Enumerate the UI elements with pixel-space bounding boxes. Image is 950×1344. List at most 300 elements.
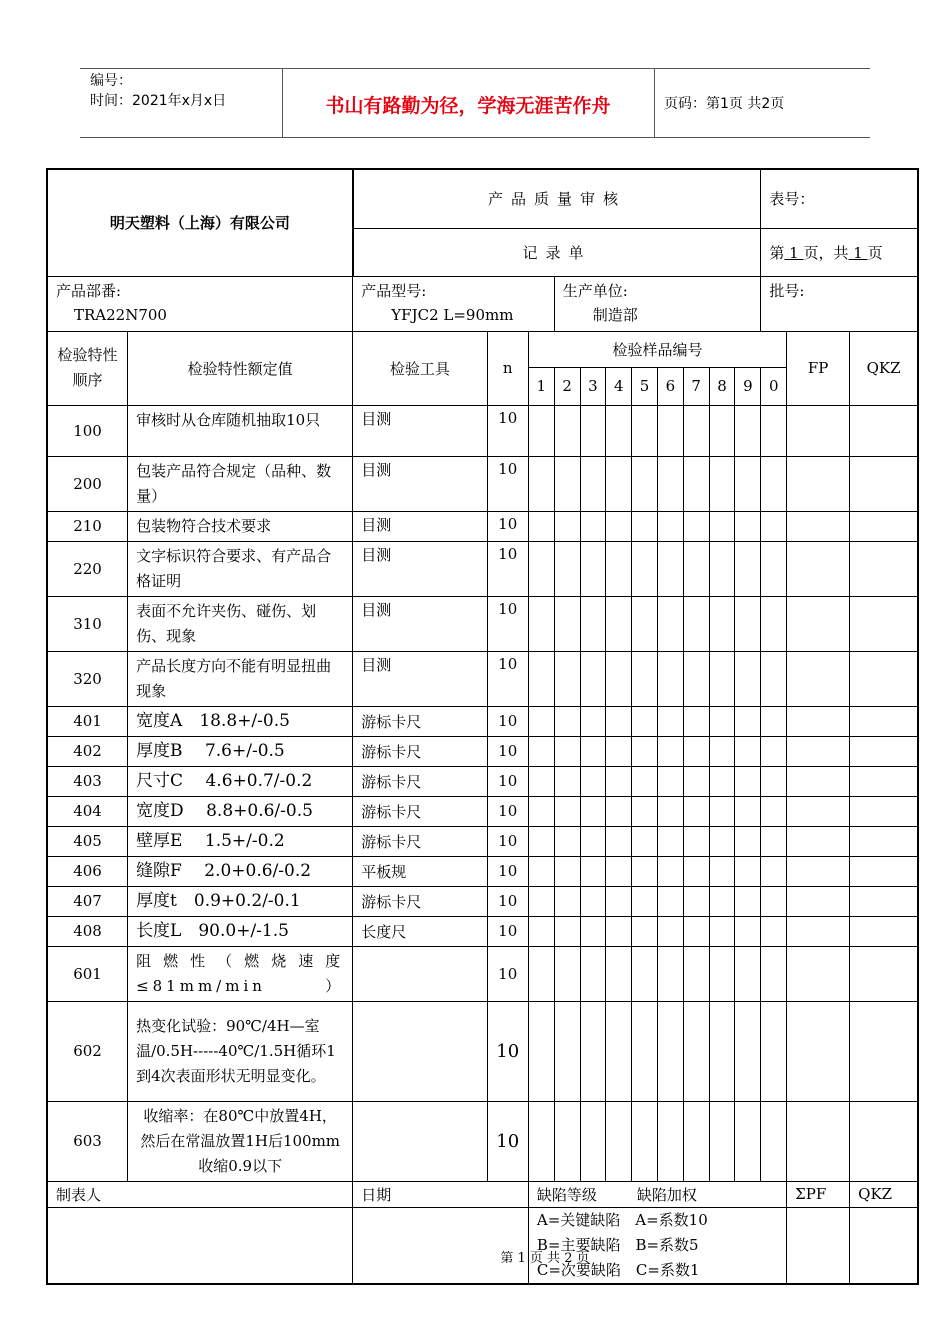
sample-cell: [632, 1101, 658, 1181]
table-row: [47, 796, 918, 826]
qkz-cell: [850, 511, 918, 541]
sample-cell: [606, 946, 632, 1001]
form-title-2: 记录单: [353, 228, 761, 276]
sample-cell: [580, 541, 606, 596]
sample-cell: [580, 946, 606, 1001]
sample-cell: [709, 916, 735, 946]
page-num: 1: [789, 243, 799, 262]
sample-cell: [580, 456, 606, 511]
sum-pf-value: [787, 1207, 850, 1284]
sample-cell: [657, 706, 683, 736]
row-seq: 406: [47, 856, 128, 886]
row-spec: 宽度D 8.8+0.6/-0.5: [128, 796, 353, 826]
row-spec: 热变化试验：90℃/4H—室温/0.5H-----40℃/1.5H循环1到4次表面形状无明显变化。: [128, 1001, 353, 1101]
sample-cell: [528, 511, 554, 541]
sample-cell: [709, 886, 735, 916]
sample-number-header: 4: [606, 367, 632, 405]
sample-cell: [580, 405, 606, 456]
sample-cell: [709, 826, 735, 856]
sample-cell: [657, 511, 683, 541]
sample-number-header: 8: [709, 367, 735, 405]
sample-cell: [632, 856, 658, 886]
col-fp-header: FP: [787, 331, 850, 405]
row-spec: 壁厚E 1.5+/-0.2: [128, 826, 353, 856]
row-n: 10: [487, 1001, 528, 1101]
row-spec: 宽度A 18.8+/-0.5: [128, 706, 353, 736]
sample-cell: [580, 886, 606, 916]
row-seq: 404: [47, 796, 128, 826]
page-mid: 页，共: [803, 243, 849, 262]
sample-cell: [761, 1001, 787, 1101]
code-label: 编号：: [90, 73, 132, 89]
sample-number-header: 7: [683, 367, 709, 405]
sample-cell: [606, 651, 632, 706]
sample-cell: [606, 596, 632, 651]
table-row: [47, 946, 918, 1001]
sample-cell: [657, 1001, 683, 1101]
sample-cell: [554, 946, 580, 1001]
sample-cell: [683, 766, 709, 796]
sample-cell: [528, 736, 554, 766]
sample-cell: [683, 946, 709, 1001]
model-label: 产品型号:: [361, 281, 427, 300]
sample-cell: [735, 596, 761, 651]
row-seq: 100: [47, 405, 128, 456]
fp-cell: [787, 826, 850, 856]
sample-cell: [683, 796, 709, 826]
table-row: [47, 706, 918, 736]
sample-cell: [761, 916, 787, 946]
sample-cell: [632, 405, 658, 456]
sample-cell: [735, 1001, 761, 1101]
col-samples-header: 检验样品编号: [528, 331, 786, 367]
row-spec: 产品长度方向不能有明显扭曲现象: [128, 651, 353, 706]
sample-cell: [554, 796, 580, 826]
sample-cell: [761, 596, 787, 651]
maker-value: [47, 1207, 353, 1284]
sample-cell: [554, 916, 580, 946]
col-seq-header: 检验特性顺序: [47, 331, 128, 405]
model-value: YFJC2 L=90mm: [391, 305, 514, 324]
sample-cell: [709, 1101, 735, 1181]
sample-number-header: 0: [761, 367, 787, 405]
col-n-header: n: [487, 331, 528, 405]
fp-cell: [787, 736, 850, 766]
defect-weight-label: 缺陷加权: [636, 1185, 697, 1204]
sample-cell: [761, 736, 787, 766]
sample-cell: [683, 651, 709, 706]
fp-cell: [787, 796, 850, 826]
sample-cell: [761, 946, 787, 1001]
sample-cell: [735, 651, 761, 706]
fp-cell: [787, 456, 850, 511]
date-label: 日期: [353, 1181, 529, 1207]
sample-cell: [761, 766, 787, 796]
sample-cell: [632, 916, 658, 946]
sample-cell: [528, 1101, 554, 1181]
qkz-cell: [850, 826, 918, 856]
row-spec: 包装产品符合规定（品种、数量）: [128, 456, 353, 511]
part-number-label: 产品部番:: [56, 281, 122, 300]
part-number-cell: [47, 276, 353, 331]
sample-cell: [554, 1101, 580, 1181]
sample-cell: [683, 596, 709, 651]
row-tool: 目测: [353, 651, 487, 706]
sample-cell: [606, 916, 632, 946]
sample-cell: [683, 826, 709, 856]
model-cell: [353, 276, 554, 331]
sample-cell: [528, 456, 554, 511]
row-n: 10: [487, 456, 528, 511]
sample-cell: [632, 946, 658, 1001]
sample-cell: [554, 651, 580, 706]
qkz-cell: [850, 1101, 918, 1181]
qkz-cell: [850, 856, 918, 886]
row-n: 10: [487, 826, 528, 856]
qkz-cell: [850, 766, 918, 796]
sample-cell: [761, 456, 787, 511]
unit-value: 制造部: [592, 305, 638, 324]
row-seq: 405: [47, 826, 128, 856]
sample-cell: [735, 456, 761, 511]
sample-cell: [683, 1101, 709, 1181]
fp-cell: [787, 856, 850, 886]
sample-cell: [580, 1101, 606, 1181]
sample-cell: [606, 706, 632, 736]
row-n: 10: [487, 736, 528, 766]
row-tool: 游标卡尺: [353, 796, 487, 826]
sample-cell: [528, 541, 554, 596]
sample-cell: [606, 405, 632, 456]
sample-cell: [632, 511, 658, 541]
row-tool: 目测: [353, 456, 487, 511]
table-row: [47, 736, 918, 766]
table-row: [47, 651, 918, 706]
col-tool-header: 检验工具: [353, 331, 487, 405]
row-tool: 目测: [353, 541, 487, 596]
sample-number-header: 1: [528, 367, 554, 405]
qkz-cell: [850, 596, 918, 651]
sample-cell: [554, 596, 580, 651]
sample-cell: [528, 651, 554, 706]
sample-cell: [683, 1001, 709, 1101]
row-tool: 游标卡尺: [353, 766, 487, 796]
row-spec: 文字标识符合要求、有产品合格证明: [128, 541, 353, 596]
sample-cell: [735, 946, 761, 1001]
qkz-cell: [850, 736, 918, 766]
date-value: [353, 1207, 529, 1284]
table-row: [47, 1101, 918, 1181]
defect-note: B=主要缺陷 B=系数5: [536, 1235, 699, 1254]
row-seq: 602: [47, 1001, 128, 1101]
sample-cell: [761, 511, 787, 541]
sample-cell: [683, 541, 709, 596]
row-seq: 407: [47, 886, 128, 916]
row-n: 10: [487, 886, 528, 916]
page-header: [80, 68, 870, 138]
sample-cell: [709, 511, 735, 541]
row-seq: 220: [47, 541, 128, 596]
qkz-cell: [850, 706, 918, 736]
row-n: 10: [487, 511, 528, 541]
row-tool: [353, 946, 487, 1001]
bottom-qkz-label: QKZ: [850, 1181, 918, 1207]
row-tool: 平板规: [353, 856, 487, 886]
sample-cell: [657, 736, 683, 766]
qkz-cell: [850, 651, 918, 706]
sample-cell: [554, 736, 580, 766]
sample-cell: [735, 886, 761, 916]
sample-cell: [657, 596, 683, 651]
sample-cell: [735, 736, 761, 766]
row-tool: 游标卡尺: [353, 736, 487, 766]
sample-cell: [657, 651, 683, 706]
row-spec: 尺寸C 4.6+0.7/-0.2: [128, 766, 353, 796]
sample-cell: [606, 826, 632, 856]
defect-level-label: 缺陷等级: [536, 1185, 597, 1204]
sum-pf-label: ΣPF: [787, 1181, 850, 1207]
sample-number-header: 5: [632, 367, 658, 405]
row-n: 10: [487, 916, 528, 946]
row-seq: 403: [47, 766, 128, 796]
sample-cell: [709, 596, 735, 651]
batch-cell: [761, 276, 918, 331]
sample-cell: [580, 1001, 606, 1101]
sample-cell: [657, 946, 683, 1001]
sample-cell: [709, 736, 735, 766]
sample-cell: [632, 796, 658, 826]
sample-cell: [709, 946, 735, 1001]
sample-cell: [580, 856, 606, 886]
row-n: 10: [487, 596, 528, 651]
sample-cell: [606, 856, 632, 886]
sample-cell: [709, 766, 735, 796]
row-tool: 游标卡尺: [353, 706, 487, 736]
table-row: [47, 826, 918, 856]
sample-cell: [761, 651, 787, 706]
sample-cell: [735, 541, 761, 596]
fp-cell: [787, 511, 850, 541]
sample-cell: [761, 856, 787, 886]
sample-cell: [709, 456, 735, 511]
row-seq: 200: [47, 456, 128, 511]
sample-cell: [683, 736, 709, 766]
sample-number-header: 6: [657, 367, 683, 405]
sample-cell: [632, 596, 658, 651]
form-page-info: [761, 228, 918, 276]
sample-cell: [528, 405, 554, 456]
fp-cell: [787, 1101, 850, 1181]
qkz-cell: [850, 886, 918, 916]
row-spec: 表面不允许夹伤、碰伤、划伤、现象: [128, 596, 353, 651]
row-n: 10: [487, 796, 528, 826]
row-tool: 目测: [353, 511, 487, 541]
row-seq: 320: [47, 651, 128, 706]
sample-cell: [528, 826, 554, 856]
defect-header: [528, 1181, 786, 1207]
defect-note: A=关键缺陷 A=系数10: [536, 1210, 708, 1229]
sample-cell: [528, 1001, 554, 1101]
sample-cell: [580, 511, 606, 541]
header-info: [90, 71, 280, 111]
sample-cell: [683, 886, 709, 916]
sample-cell: [657, 456, 683, 511]
sample-cell: [735, 706, 761, 736]
sample-cell: [761, 826, 787, 856]
row-spec: 收缩率：在80℃中放置4H，然后在常温放置1H后100mm收缩0.9以下: [128, 1101, 353, 1181]
sample-cell: [528, 886, 554, 916]
sample-cell: [580, 826, 606, 856]
table-row: [47, 456, 918, 511]
row-n: 10: [487, 766, 528, 796]
sample-cell: [606, 1001, 632, 1101]
sample-cell: [554, 456, 580, 511]
table-row: [47, 596, 918, 651]
sample-cell: [554, 826, 580, 856]
row-spec: 缝隙F 2.0+0.6/-0.2: [128, 856, 353, 886]
sample-cell: [554, 856, 580, 886]
sample-cell: [657, 766, 683, 796]
row-tool: 游标卡尺: [353, 826, 487, 856]
row-spec: 长度L 90.0+/-1.5: [128, 916, 353, 946]
sample-cell: [528, 916, 554, 946]
batch-label: 批号:: [769, 281, 805, 300]
sample-cell: [606, 1101, 632, 1181]
table-row: [47, 511, 918, 541]
sample-cell: [606, 766, 632, 796]
sample-cell: [761, 796, 787, 826]
row-seq: 310: [47, 596, 128, 651]
sample-cell: [761, 541, 787, 596]
sample-cell: [554, 1001, 580, 1101]
sample-cell: [735, 916, 761, 946]
sample-cell: [657, 916, 683, 946]
row-tool: 游标卡尺: [353, 886, 487, 916]
sample-cell: [735, 405, 761, 456]
sample-cell: [528, 946, 554, 1001]
fp-cell: [787, 706, 850, 736]
sample-cell: [657, 856, 683, 886]
defect-note: C=次要缺陷 C=系数1: [536, 1260, 700, 1279]
page-total: 1: [853, 243, 863, 262]
qkz-cell: [850, 405, 918, 456]
sample-cell: [709, 405, 735, 456]
sample-cell: [761, 405, 787, 456]
page-footer: 第 1 页 共 2 页: [500, 1251, 590, 1266]
sample-cell: [657, 541, 683, 596]
qkz-cell: [850, 946, 918, 1001]
sample-cell: [580, 706, 606, 736]
header-page-label: 页码：第1页 共2页: [664, 96, 785, 112]
sample-cell: [683, 511, 709, 541]
table-row: [47, 886, 918, 916]
page-pre: 第: [769, 243, 785, 262]
sample-number-header: 3: [580, 367, 606, 405]
sample-number-header: 2: [554, 367, 580, 405]
row-seq: 603: [47, 1101, 128, 1181]
sample-cell: [632, 886, 658, 916]
row-spec: 阻燃性（燃烧速度≤81mm/min）: [128, 946, 353, 1001]
fp-cell: [787, 405, 850, 456]
row-tool: 长度尺: [353, 916, 487, 946]
defect-notes: [528, 1207, 786, 1284]
sample-cell: [709, 1001, 735, 1101]
sample-cell: [554, 766, 580, 796]
sample-cell: [606, 736, 632, 766]
sample-cell: [657, 826, 683, 856]
sample-cell: [554, 886, 580, 916]
row-seq: 402: [47, 736, 128, 766]
sample-cell: [632, 706, 658, 736]
sample-cell: [528, 596, 554, 651]
sample-cell: [528, 766, 554, 796]
maker-label: 制表人: [47, 1181, 353, 1207]
fp-cell: [787, 766, 850, 796]
sample-cell: [735, 766, 761, 796]
row-seq: 210: [47, 511, 128, 541]
fp-cell: [787, 916, 850, 946]
row-spec: 审核时从仓库随机抽取10只: [128, 405, 353, 456]
table-row: [47, 856, 918, 886]
table-row: [47, 405, 918, 456]
sample-cell: [580, 736, 606, 766]
row-n: 10: [487, 1101, 528, 1181]
row-tool: 目测: [353, 596, 487, 651]
row-n: 10: [487, 706, 528, 736]
sample-cell: [657, 405, 683, 456]
sample-cell: [761, 886, 787, 916]
sample-cell: [683, 456, 709, 511]
sample-cell: [528, 706, 554, 736]
sample-cell: [709, 541, 735, 596]
row-n: 10: [487, 651, 528, 706]
col-spec-header: 检验特性额定值: [128, 331, 353, 405]
table-row: [47, 916, 918, 946]
sample-cell: [683, 856, 709, 886]
unit-label: 生产单位:: [562, 281, 628, 300]
sample-cell: [554, 405, 580, 456]
row-tool: [353, 1101, 487, 1181]
row-spec: 厚度t 0.9+0.2/-0.1: [128, 886, 353, 916]
qkz-cell: [850, 1001, 918, 1101]
sample-cell: [657, 1101, 683, 1181]
fp-cell: [787, 886, 850, 916]
sample-cell: [632, 541, 658, 596]
sample-cell: [683, 916, 709, 946]
sample-cell: [735, 826, 761, 856]
col-qkz-header: QKZ: [850, 331, 918, 405]
company-name: 明天塑料（上海）有限公司: [47, 169, 353, 276]
row-tool: [353, 1001, 487, 1101]
sample-cell: [735, 1101, 761, 1181]
sample-cell: [735, 511, 761, 541]
sample-cell: [683, 405, 709, 456]
sample-cell: [632, 651, 658, 706]
sample-cell: [606, 886, 632, 916]
sample-cell: [606, 796, 632, 826]
date-label: 时间：2021年x月x日: [90, 93, 227, 109]
bottom-qkz-value: [850, 1207, 918, 1284]
sample-cell: [761, 706, 787, 736]
sample-number-header: 9: [735, 367, 761, 405]
sample-cell: [657, 796, 683, 826]
sample-cell: [709, 856, 735, 886]
header-divider: [654, 69, 655, 137]
sample-cell: [606, 456, 632, 511]
page-post: 页: [867, 243, 883, 262]
fp-cell: [787, 651, 850, 706]
form-title-1: 产品质量审核: [353, 169, 761, 228]
